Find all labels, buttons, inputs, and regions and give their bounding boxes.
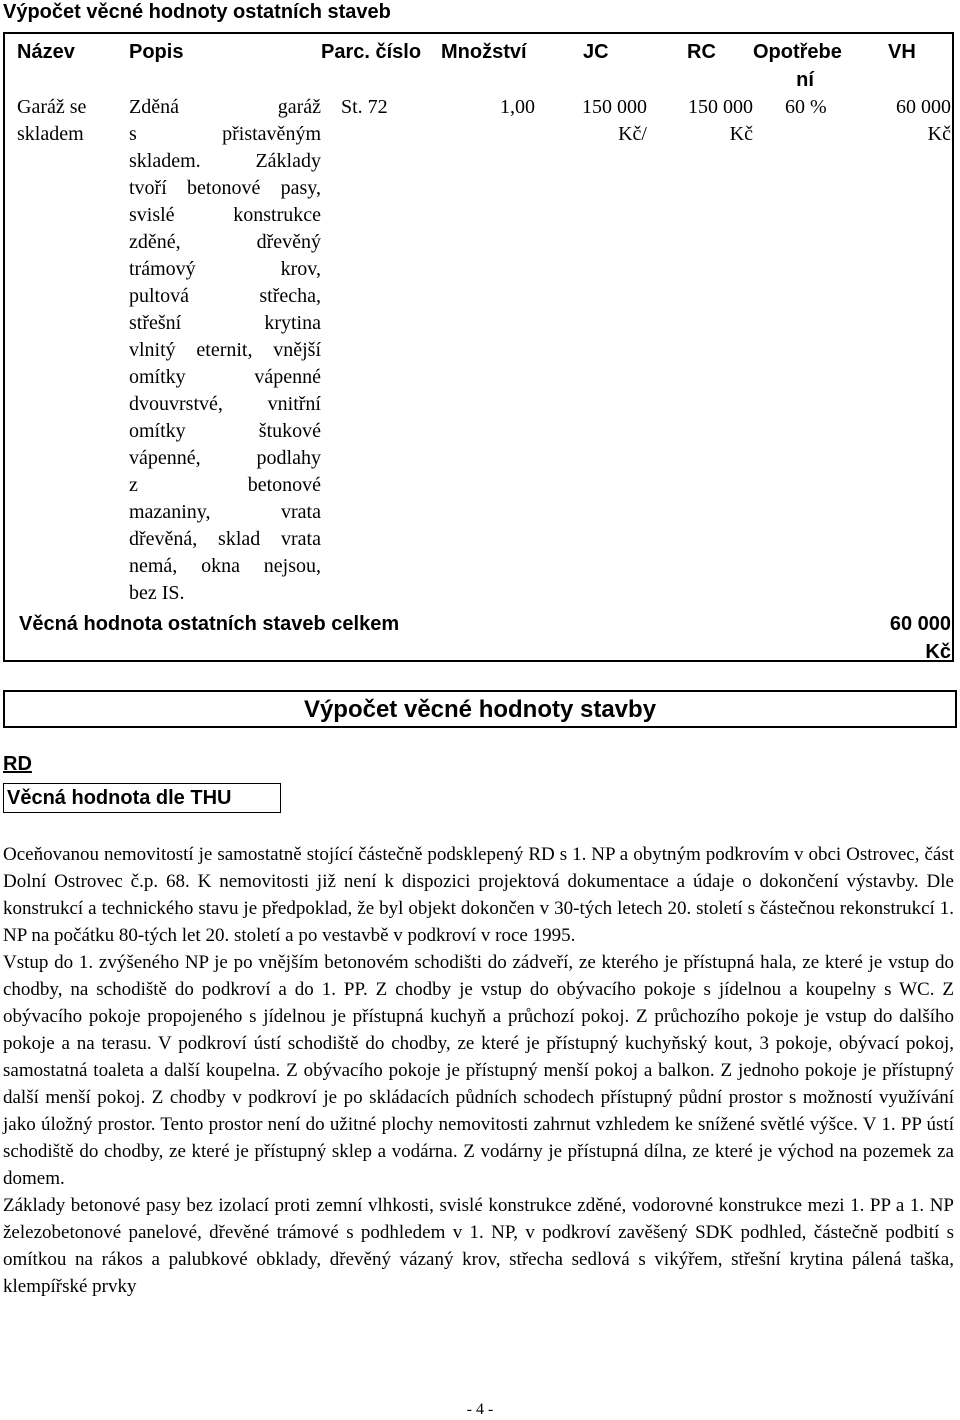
cell-rc-unit: Kč [729,123,753,145]
popis-line: dřevěná, sklad vrata [129,528,321,550]
page-heading: Výpočet věcné hodnoty ostatních staveb [3,1,391,23]
popis-line: mazaniny, vrata [129,501,321,523]
popis-line: svislé konstrukce [129,204,321,226]
total-value-amount: 60 000 [889,613,951,635]
popis-line: trámový krov, [129,258,321,280]
popis-line: bez IS. [129,582,185,604]
cell-vh-unit: Kč [927,123,951,145]
cell-jc-value: 150 000 [582,96,647,118]
section-header-box [3,690,957,728]
cell-rc [651,94,753,148]
cell-mnozstvi: 1,00 [500,96,535,118]
cell-jc-unit: Kč/ [618,123,647,145]
popis-line: tvoří betonové pasy, [129,177,321,199]
rd-description [3,841,954,1300]
popis-line: s přistavěným [129,123,321,145]
cell-popis [129,94,321,607]
thu-label: Věcná hodnota dle THU [3,783,281,813]
popis-line: omítky štukové [129,420,321,442]
cell-nazev [17,94,113,148]
cell-opotrebeni: 60 % [785,96,827,118]
header-rc: RC [687,41,716,63]
header-jc: JC [583,41,609,63]
paragraph: Základy betonové pasy bez izolací proti zemní vlhkosti, svislé konstrukce zděné, vodorovné konstrukce mezi 1. PP a 1. NP železobetonové panelové, dřevěné trámové s podhledem v 1. NP, v podkroví zavěšený SDK podhled, částečně podbití s omítkou na rákos a palubkové obklady, dřevěný vázaný krov, střecha sedlová s vikýřem, střešní krytina pálená taška, klempířské prvky [3,1195,954,1297]
cell-jc [545,94,647,148]
popis-line: omítky vápenné [129,366,321,388]
cell-nazev-line: Garáž se [17,96,87,118]
rd-label: RD [3,753,32,775]
header-popis: Popis [129,41,184,63]
header-mnozstvi: Množství [441,41,527,63]
total-label: Věcná hodnota ostatních staveb celkem [19,613,400,635]
cell-nazev-line: skladem [17,123,84,145]
popis-line: pultová střecha, [129,285,321,307]
header-vh: VH [888,41,916,63]
total-value [825,610,951,666]
header-opotrebeni-cont: ní [796,69,814,91]
cell-parc-cislo: St. 72 [341,96,388,118]
popis-line: vápenné, podlahy [129,447,321,469]
popis-line: dvouvrstvé, vnitřní [129,393,321,415]
other-structures-table [3,32,954,662]
section-title: Výpočet věcné hodnoty stavby [303,696,657,723]
popis-line: střešní krytina [129,312,321,334]
cell-rc-value: 150 000 [688,96,753,118]
header-parc-cislo: Parc. číslo [321,41,422,63]
page-number: - 4 - [466,1401,494,1418]
popis-line: skladem. Základy [129,150,321,172]
header-opotrebeni: Opotřebe [753,41,842,63]
popis-line: z betonové [129,474,321,496]
header-nazev: Název [17,41,75,63]
popis-line: vlnitý eternit, vnější [129,339,321,361]
total-value-unit: Kč [925,641,951,663]
popis-line: nemá, okna nejsou, [129,555,321,577]
popis-line: zděné, dřevěný [129,231,321,253]
paragraph: Oceňovanou nemovitostí je samostatně stojící částečně podsklepený RD s 1. NP a obytným podkrovím v obci Ostrovec, část Dolní Ostrovec č.p. 68. K nemovitosti již není k dispozici projektová dokumentace a údaje o dokončení výstavby. Dle konstrukcí a technického stavu je předpoklad, že byl objekt dokončen v 30-tých letech 20. století s částečnou rekonstrukcí 1. NP na počátku 80-tých let 20. století a po vestavbě v podkroví v roce 1995. [3,844,954,946]
popis-line: Zděná garáž [129,96,321,118]
paragraph: Vstup do 1. zvýšeného NP je po vnějším betonovém schodišti do zádveří, ze kterého je přístupná hala, ze které je vstup do chodby, na schodiště do podkroví a do 1. PP. Z chodby je vstup do obývacího pokoje s jídelnou a koupelny s WC. Z obývacího pokoje propojeného s jídelnou je přístupná kuchyň a průchozí pokoj. Z průchozího pokoje je vstup do dalšího pokoje a na terasu. V podkroví ústí schodiště do chodby, ze které je přístupný kuchyňský kout, 3 pokoje, obývací pokoj, samostatná toaleta a další koupelna. Z obývacího pokoje je přístupný menší pokoj a balkon. Z jednoho pokoje je přístupný další menší pokoj. Z chodby v podkroví je po skládacích půdních schodech přístupný půdní prostor s možností využívání jako úložný prostor. Tento prostor není do užitné plochy nemovitosti zahrnut vzhledem ke snížené světlé výšce. V 1. PP ústí schodiště do chodby, ze které je přístupný sklep a vodárna. Z vodárny je přístupná dílna, ze které je východ na pozemek za domem. [3,952,954,1189]
cell-vh [843,94,951,148]
cell-vh-value: 60 000 [896,96,951,118]
